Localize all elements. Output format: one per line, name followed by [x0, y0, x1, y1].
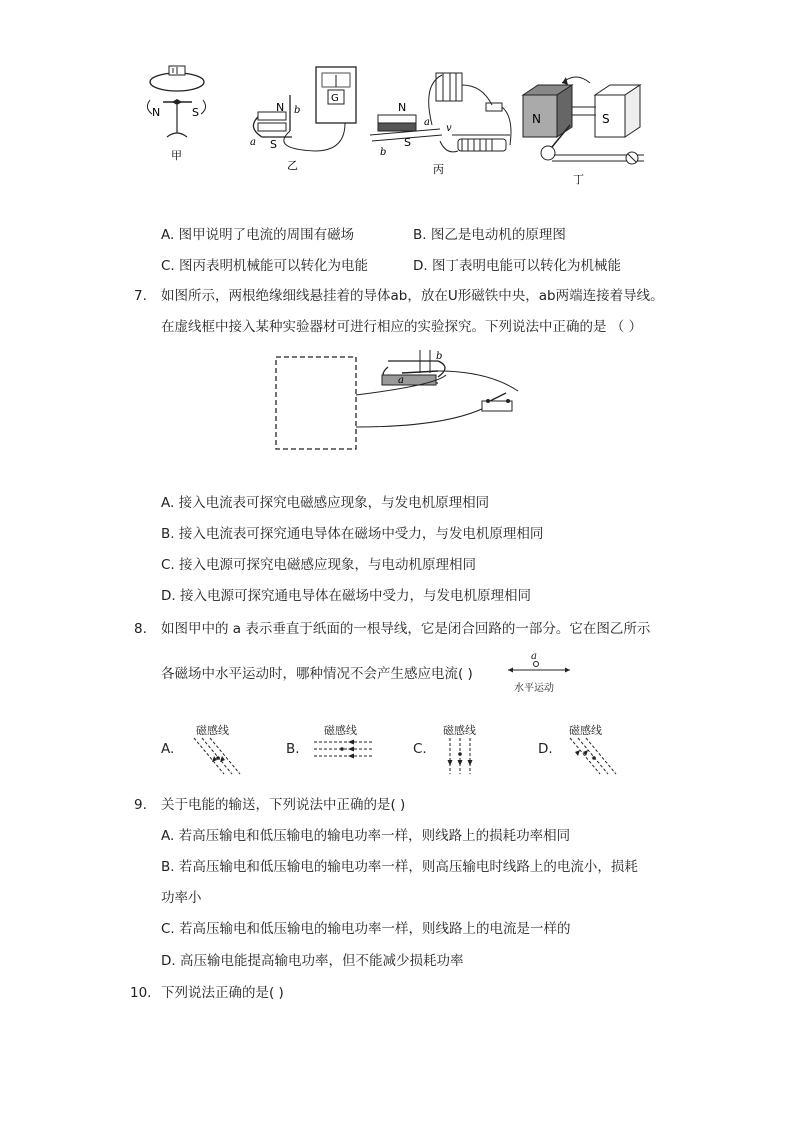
bing-b: b [380, 147, 387, 158]
bing-S: S [404, 136, 411, 149]
q8-stem-line2: 各磁场中水平运动时，哪种情况不会产生感应电流( ) [161, 666, 473, 682]
bing-a: a [424, 117, 430, 128]
q8-b-field-diagram [312, 738, 374, 762]
q7-letter-a: a [398, 375, 404, 386]
q8-a-field-label: 磁感线 [196, 724, 229, 737]
q8-option-b[interactable]: B. [286, 741, 300, 757]
q10-number: 10. [130, 985, 152, 1001]
q8-d-field-diagram [566, 736, 622, 776]
yi-N: N [276, 101, 285, 114]
label-ding: 丁 [573, 173, 584, 186]
yi-b: b [294, 105, 301, 116]
yi-a: a [250, 137, 256, 148]
q6-option-c[interactable]: C. 图丙表明机械能可以转化为电能 [161, 258, 369, 274]
bing-v: v [446, 123, 452, 134]
q10-stem: 下列说法正确的是( ) [161, 985, 284, 1001]
q9-stem: 关于电能的输送，下列说法中正确的是( ) [161, 797, 406, 813]
q8-option-d[interactable]: D. [538, 741, 553, 757]
q7-option-c[interactable]: C. 接入电源可探究电磁感应现象，与电动机原理相同 [161, 557, 477, 573]
q8-wire-label: a [531, 651, 537, 662]
q7-option-d[interactable]: D. 接入电源可探究通电导体在磁场中受力，与发电机原理相同 [161, 588, 531, 604]
figure-set-top [140, 55, 680, 190]
ding-S: S [602, 112, 610, 126]
figure-jia [147, 66, 205, 162]
q6-option-b[interactable]: B. 图乙是电动机的原理图 [413, 227, 566, 243]
q8-c-field-label: 磁感线 [443, 724, 476, 737]
q8-c-field-diagram [444, 736, 478, 776]
figure-bing [370, 73, 511, 176]
q9-option-b-line2[interactable]: 功率小 [161, 890, 202, 906]
q9-option-c[interactable]: C. 若高压输电和低压输电的输电功率一样，则线路上的电流是一样的 [161, 921, 571, 937]
q8-stem-line1: 如图甲中的 a 表示垂直于纸面的一根导线，它是闭合回路的一部分。它在图乙所示 [161, 621, 651, 637]
q6-option-a[interactable]: A. 图甲说明了电流的周围有磁场 [161, 227, 355, 243]
q8-d-field-label: 磁感线 [569, 724, 602, 737]
q7-stem-line2: 在虚线框中接入某种实验器材可进行相应的实验探究。下列说法中正确的是 （ ） [161, 319, 643, 335]
q9-number: 9. [134, 797, 147, 813]
q9-option-a[interactable]: A. 若高压输电和低压输电的输电功率一样，则线路上的损耗功率相同 [161, 828, 571, 844]
figure-ding [523, 77, 644, 186]
q8-motion-figure [506, 660, 572, 674]
jia-N: N [152, 106, 161, 119]
yi-S: S [270, 138, 277, 151]
q8-number: 8. [134, 621, 147, 637]
q8-a-field-diagram [190, 736, 246, 776]
q9-option-b-line1[interactable]: B. 若高压输电和低压输电的输电功率一样，则高压输电时线路上的电流小，损耗 [161, 859, 638, 875]
q8-option-c[interactable]: C. [413, 741, 427, 757]
q6-option-d[interactable]: D. 图丁表明电能可以转化为机械能 [413, 258, 621, 274]
figure-yi [250, 67, 356, 172]
q7-dashed-box [276, 357, 356, 449]
q7-letter-b: b [436, 351, 443, 362]
q7-option-a[interactable]: A. 接入电流表可探究电磁感应现象，与发电机原理相同 [161, 495, 490, 511]
label-yi: 乙 [287, 159, 298, 172]
q8-option-a[interactable]: A. [161, 741, 175, 757]
ding-N: N [532, 112, 541, 126]
label-jia: 甲 [171, 149, 182, 162]
q7-stem-line1: 如图所示，两根绝缘细线悬挂着的导体ab，放在U形磁铁中央，ab两端连接着导线。 [161, 288, 664, 304]
label-bing: 丙 [433, 163, 444, 176]
jia-S: S [192, 106, 199, 119]
q7-figure [270, 345, 530, 455]
yi-G: G [331, 93, 339, 104]
q7-option-b[interactable]: B. 接入电流表可探究通电导体在磁场中受力，与发电机原理相同 [161, 526, 544, 542]
q8-b-field-label: 磁感线 [324, 724, 357, 737]
q7-number: 7. [134, 288, 147, 304]
q9-option-d[interactable]: D. 高压输电能提高输电功率，但不能减少损耗功率 [161, 953, 464, 969]
q8-motion-label: 水平运动 [514, 683, 554, 694]
bing-N: N [398, 101, 407, 114]
